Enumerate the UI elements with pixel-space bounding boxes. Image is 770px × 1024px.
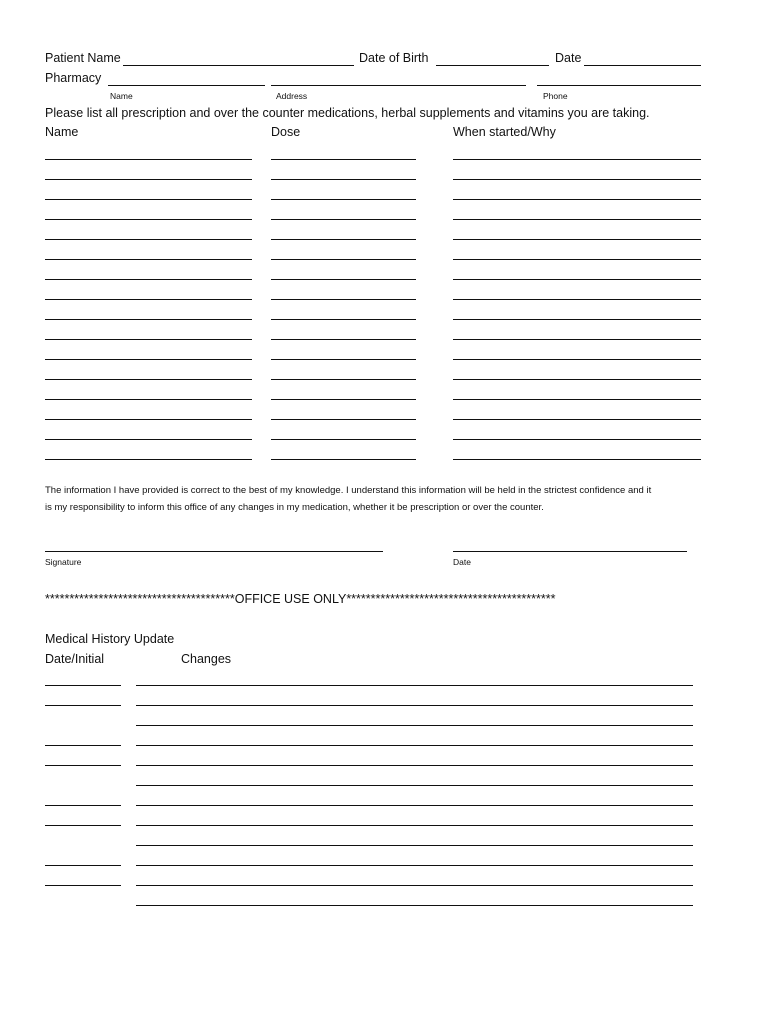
medication-name-line [45, 259, 252, 260]
pharmacy-address-input[interactable] [272, 69, 524, 85]
medication-when-line [453, 239, 701, 240]
medication-when-input[interactable] [454, 283, 700, 299]
medication-when-input[interactable] [454, 263, 700, 279]
medication-dose-line [271, 459, 416, 460]
medication-when-input[interactable] [454, 323, 700, 339]
medication-dose-line [271, 199, 416, 200]
medication-name-input[interactable] [46, 303, 251, 319]
date-label: Date [555, 51, 582, 65]
signature-date-line [453, 551, 687, 552]
history-date-line [45, 865, 121, 866]
banner-stars-left: *************************************** [45, 592, 235, 606]
banner-text: OFFICE USE ONLY [234, 592, 347, 606]
patient-name-line [123, 65, 354, 66]
medication-dose-input[interactable] [272, 383, 415, 399]
medication-dose-input[interactable] [272, 223, 415, 239]
patient-name-label: Patient Name [45, 51, 121, 65]
history-date-input[interactable] [46, 789, 120, 805]
medication-when-input[interactable] [454, 403, 700, 419]
medication-dose-line [271, 179, 416, 180]
history-date-line [45, 745, 121, 746]
history-change-line [136, 865, 693, 866]
medication-name-line [45, 459, 252, 460]
history-date-line [45, 705, 121, 706]
history-date-line [45, 805, 121, 806]
history-change-input[interactable] [137, 769, 692, 785]
medication-when-line [453, 439, 701, 440]
medication-dose-line [271, 439, 416, 440]
medication-when-input[interactable] [454, 203, 700, 219]
medication-name-input[interactable] [46, 323, 251, 339]
pharmacy-phone-caption: Phone [543, 91, 568, 101]
medication-name-input[interactable] [46, 163, 251, 179]
medication-when-input[interactable] [454, 243, 700, 259]
medication-name-line [45, 359, 252, 360]
history-change-input[interactable] [137, 689, 692, 705]
medication-name-line [45, 199, 252, 200]
medication-dose-line [271, 399, 416, 400]
medication-dose-input[interactable] [272, 343, 415, 359]
col-header-date-initial: Date/Initial [45, 652, 105, 666]
medication-dose-input[interactable] [272, 283, 415, 299]
medication-name-line [45, 439, 252, 440]
medication-when-line [453, 419, 701, 420]
medication-name-line [45, 279, 252, 280]
history-date-input[interactable] [46, 689, 120, 705]
history-date-input[interactable] [46, 809, 120, 825]
statement-line-1: The information I have provided is correct to the best of my knowledge. I understand this information will be held in the strictest confidence and it [45, 485, 652, 496]
history-change-input[interactable] [137, 869, 692, 885]
medication-when-input[interactable] [454, 363, 700, 379]
signature-caption: Signature [45, 557, 82, 567]
statement-line-2: is my responsibility to inform this office of any changes in my medication, whether it be prescription or over the counter. [45, 502, 544, 513]
history-change-line [136, 685, 693, 686]
medication-dose-line [271, 299, 416, 300]
pharmacy-address-caption: Address [276, 91, 308, 101]
medication-dose-input[interactable] [272, 203, 415, 219]
history-update-title: Medical History Update [45, 632, 175, 646]
signature-date-caption: Date [453, 557, 471, 567]
pharmacy-address-line [271, 85, 526, 86]
medication-name-line [45, 239, 252, 240]
patient-name-input[interactable] [124, 49, 352, 65]
medication-name-line [45, 299, 252, 300]
history-change-input[interactable] [137, 709, 692, 725]
medication-dose-input[interactable] [272, 403, 415, 419]
history-change-line [136, 765, 693, 766]
medication-when-line [453, 399, 701, 400]
pharmacy-name-line [108, 85, 265, 86]
date-input[interactable] [585, 49, 699, 65]
history-change-input[interactable] [137, 749, 692, 765]
medication-name-line [45, 419, 252, 420]
history-date-input[interactable] [46, 669, 120, 685]
office-use-banner [45, 592, 556, 607]
medication-dose-input[interactable] [272, 323, 415, 339]
history-date-line [45, 825, 121, 826]
medication-name-line [45, 219, 252, 220]
medication-name-input[interactable] [46, 183, 251, 199]
history-change-line [136, 745, 693, 746]
medication-dose-line [271, 159, 416, 160]
medication-name-line [45, 179, 252, 180]
history-change-line [136, 825, 693, 826]
medication-dose-input[interactable] [272, 183, 415, 199]
medication-when-line [453, 179, 701, 180]
history-date-line [45, 885, 121, 886]
pharmacy-name-caption: Name [110, 91, 133, 101]
history-date-line [45, 685, 121, 686]
medication-name-input[interactable] [46, 203, 251, 219]
history-change-line [136, 805, 693, 806]
medication-dose-input[interactable] [272, 243, 415, 259]
medication-when-input[interactable] [454, 163, 700, 179]
medication-name-line [45, 379, 252, 380]
history-change-input[interactable] [137, 789, 692, 805]
medication-when-input[interactable] [454, 423, 700, 439]
medication-when-line [453, 359, 701, 360]
medication-when-line [453, 459, 701, 460]
medication-when-line [453, 379, 701, 380]
medication-when-input[interactable] [454, 443, 700, 459]
medication-dose-input[interactable] [272, 303, 415, 319]
medication-when-input[interactable] [454, 303, 700, 319]
medication-when-line [453, 159, 701, 160]
medication-when-input[interactable] [454, 183, 700, 199]
medication-name-input[interactable] [46, 223, 251, 239]
medication-when-input[interactable] [454, 343, 700, 359]
medication-dose-input[interactable] [272, 263, 415, 279]
medication-when-line [453, 279, 701, 280]
history-change-line [136, 725, 693, 726]
medication-when-line [453, 339, 701, 340]
medication-name-line [45, 159, 252, 160]
medication-name-input[interactable] [46, 363, 251, 379]
col-header-when: When started/Why [453, 125, 556, 139]
signature-date-input[interactable] [454, 535, 685, 551]
history-change-line [136, 905, 693, 906]
medication-dose-line [271, 319, 416, 320]
medication-name-input[interactable] [46, 443, 251, 459]
medication-instructions: Please list all prescription and over the counter medications, herbal supplements and vitamins you are taking. [45, 106, 650, 120]
medication-name-input[interactable] [46, 343, 251, 359]
history-change-line [136, 845, 693, 846]
medication-dose-input[interactable] [272, 363, 415, 379]
col-header-changes: Changes [181, 652, 232, 666]
medication-when-line [453, 299, 701, 300]
medication-dose-line [271, 279, 416, 280]
col-header-dose: Dose [271, 125, 301, 139]
history-date-input[interactable] [46, 749, 120, 765]
dob-line [436, 65, 549, 66]
history-change-input[interactable] [137, 889, 692, 905]
medication-when-input[interactable] [454, 383, 700, 399]
medication-dose-line [271, 239, 416, 240]
medication-dose-input[interactable] [272, 423, 415, 439]
medication-when-line [453, 199, 701, 200]
history-change-line [136, 785, 693, 786]
banner-stars-right: ******************************************* [346, 592, 556, 606]
pharmacy-label: Pharmacy [45, 71, 102, 85]
medication-name-input[interactable] [46, 263, 251, 279]
medication-name-line [45, 399, 252, 400]
medication-name-input[interactable] [46, 283, 251, 299]
signature-line [45, 551, 383, 552]
medication-when-input[interactable] [454, 143, 700, 159]
medication-name-line [45, 339, 252, 340]
medication-name-input[interactable] [46, 423, 251, 439]
pharmacy-name-input[interactable] [109, 69, 263, 85]
medication-name-input[interactable] [46, 403, 251, 419]
history-date-input[interactable] [46, 729, 120, 745]
medication-name-input[interactable] [46, 383, 251, 399]
history-date-input[interactable] [46, 869, 120, 885]
medication-dose-line [271, 219, 416, 220]
pharmacy-phone-input[interactable] [538, 69, 699, 85]
dob-input[interactable] [437, 49, 547, 65]
signature-input[interactable] [46, 535, 381, 551]
medication-dose-input[interactable] [272, 143, 415, 159]
col-header-name: Name [45, 125, 79, 139]
history-change-input[interactable] [137, 829, 692, 845]
history-date-input[interactable] [46, 849, 120, 865]
medication-when-input[interactable] [454, 223, 700, 239]
date-line [584, 65, 701, 66]
history-change-line [136, 705, 693, 706]
pharmacy-phone-line [537, 85, 701, 86]
medication-dose-input[interactable] [272, 443, 415, 459]
medication-when-line [453, 319, 701, 320]
medication-dose-line [271, 339, 416, 340]
history-change-input[interactable] [137, 729, 692, 745]
history-change-input[interactable] [137, 809, 692, 825]
medication-dose-line [271, 379, 416, 380]
history-date-line [45, 765, 121, 766]
history-change-input[interactable] [137, 849, 692, 865]
medication-name-input[interactable] [46, 243, 251, 259]
history-change-line [136, 885, 693, 886]
medication-when-line [453, 219, 701, 220]
medication-dose-input[interactable] [272, 163, 415, 179]
medication-dose-line [271, 359, 416, 360]
medication-name-input[interactable] [46, 143, 251, 159]
history-change-input[interactable] [137, 669, 692, 685]
medication-when-line [453, 259, 701, 260]
dob-label: Date of Birth [359, 51, 429, 65]
medication-dose-line [271, 419, 416, 420]
medication-dose-line [271, 259, 416, 260]
medication-name-line [45, 319, 252, 320]
